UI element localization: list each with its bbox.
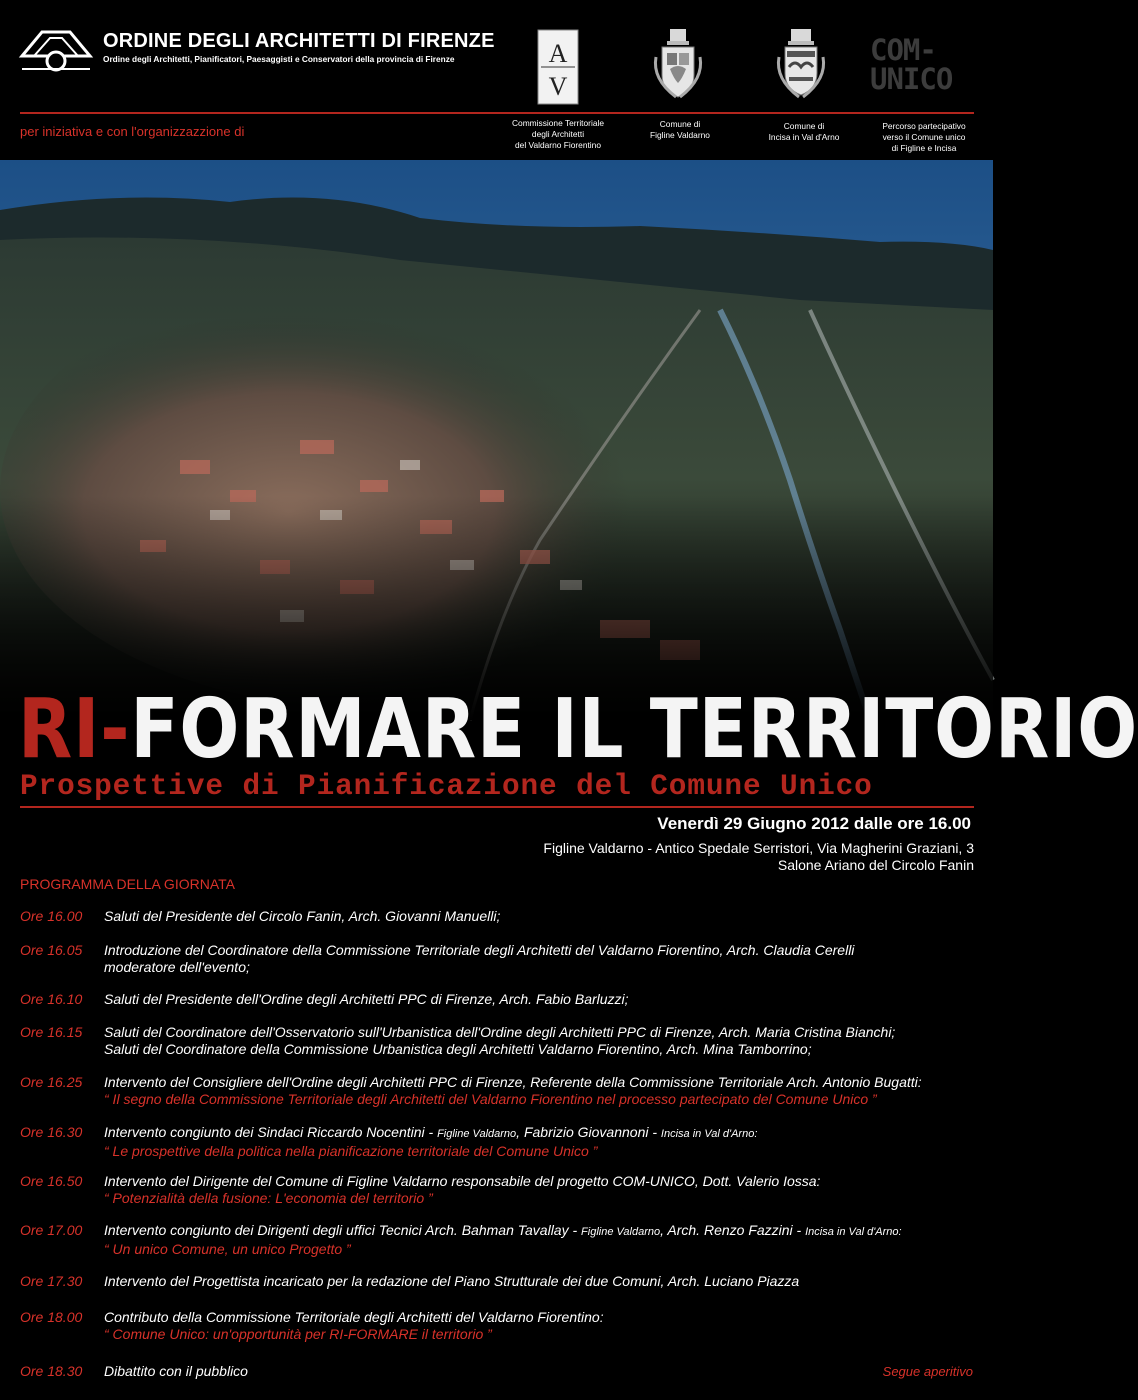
program-time: Ore 18.30 [20,1363,83,1379]
program-heading: PROGRAMMA DELLA GIORNATA [20,876,235,892]
program-description: Intervento del Dirigente del Comune di Figline Valdarno responsabile del progetto COM-UNICO, Dott. Valerio Iossa: “ Potenzialità della fusione: L'economia del territorio ” [104,1173,979,1207]
event-place-line2: Salone Ariano del Circolo Fanin [777,857,974,873]
comunico-logo: COM- UNICO [870,33,953,96]
main-title [18,682,1138,777]
program-time: Ore 18.00 [20,1309,83,1325]
program-description: Saluti del Presidente del Circolo Fanin, Arch. Giovanni Manuelli; [104,908,501,924]
program-time: Ore 16.15 [20,1024,83,1040]
header-divider [20,112,974,114]
figline-coat-of-arms-icon [650,27,706,105]
partner-figline-label: Comune di Figline Valdarno [650,119,710,140]
program-quote: “ Il segno della Commissione Territoriale degli Architetti del Valdarno Fiorentino nel processo partecipato del Comune Unico ” [104,1091,877,1107]
header [0,0,993,160]
program-quote: “ Comune Unico: un'opportunità per RI-FORMARE il territorio ” [104,1326,492,1342]
event-place [543,840,974,874]
event-date: Venerdì 29 Giugno 2012 dalle ore 16.00 [657,814,971,833]
program-time: Ore 16.25 [20,1074,83,1090]
program-description: Intervento congiunto dei Sindaci Riccardo Nocentini - Figline Valdarno, Fabrizio Giovannoni - Incisa in Val d'Arno: “ Le prospettive della politica nella pianificazione territoriale del Comune Unico ” [104,1124,979,1160]
program-time: Ore 16.50 [20,1173,83,1189]
program-time: Ore 16.30 [20,1124,83,1140]
title-divider [20,806,974,808]
title-prefix: RI- [18,682,131,777]
program-description: Intervento del Progettista incaricato per la redazione del Piano Strutturale dei due Comuni, Arch. Luciano Piazza [104,1273,800,1289]
program-description: Contributo della Commissione Territoriale degli Architetti del Valdarno Fiorentino: “ Comune Unico: un'opportunità per RI-FORMARE il territorio ” [104,1309,979,1343]
program-description: Intervento congiunto dei Dirigenti degli uffici Tecnici Arch. Bahman Tavallay - Figline Valdarno, Arch. Renzo Fazzini - Incisa in Val d'Arno: “ Un unico Comune, un unico Progetto ” [104,1222,979,1258]
program-description: Intervento del Consigliere dell'Ordine degli Architetti PPC di Firenze, Referente della Commissione Territoriale Arch. Antonio Bugatti: “ Il segno della Commissione Territoriale degli Architetti del Valdarno Fiorentino nel processo partecipato del Comune Unico ” [104,1074,979,1108]
program-description: Saluti del Coordinatore dell'Osservatorio sull'Urbanistica dell'Ordine degli Architetti PPC di Firenze, Arch. Maria Cristina Bianchi; Saluti del Coordinatore della Commissione Urbanistica degli Architetti Valdarno Fiorentino, Arch. Mina Tamborrino; [104,1024,896,1057]
program-description: Dibattito con il pubblico [104,1363,248,1379]
program-time: Ore 16.10 [20,991,83,1007]
title-main: FORMARE IL TERRITORIO [130,682,1138,777]
program-time: Ore 16.05 [20,942,83,958]
program-time: Ore 17.00 [20,1222,83,1238]
svg-text:A: A [548,39,568,68]
partner-commissione-label: Commissione Territoriale degli Architetti del Valdarno Fiorentino [512,118,604,150]
av-commission-logo-icon [537,29,579,105]
incisa-coat-of-arms-icon [773,27,829,103]
partner-percorso-label: Percorso partecipativo verso il Comune unico di Figline e Incisa [882,121,966,153]
program-time: Ore 16.00 [20,908,83,924]
subtitle: Prospettive di Pianificazione del Comune Unico [20,770,873,803]
ordine-architetti-logo-icon [20,28,92,72]
aerial-town-photo [0,160,993,720]
footer-note: Segue aperitivo [882,1364,973,1379]
organization-subtitle: Ordine degli Architetti, Pianificatori, Paesaggisti e Conservatori della provincia di Firenze [103,54,455,64]
initiative-text: per iniziativa e con l'organizzazzione di [20,124,245,139]
program-quote: “ Potenzialità della fusione: L'economia del territorio ” [104,1190,433,1206]
program-description: Introduzione del Coordinatore della Commissione Territoriale degli Architetti del Valdarno Fiorentino, Arch. Claudia Cerelli moderatore dell'evento; [104,942,855,975]
program-quote: “ Un unico Comune, un unico Progetto ” [104,1241,351,1257]
organization-title: ORDINE DEGLI ARCHITETTI DI FIRENZE [103,30,495,52]
program-time: Ore 17.30 [20,1273,83,1289]
program-description: Saluti del Presidente dell'Ordine degli Architetti PPC di Firenze, Arch. Fabio Barluzzi; [104,991,629,1007]
svg-text:V: V [548,72,568,101]
partner-incisa-label: Comune di Incisa in Val d'Arno [768,121,840,142]
event-place-line1: Figline Valdarno - Antico Spedale Serristori, Via Magherini Graziani, 3 [543,840,974,856]
program-quote: “ Le prospettive della politica nella pianificazione territoriale del Comune Unico ” [104,1143,598,1159]
aerial-town-photo-icon [0,160,993,720]
